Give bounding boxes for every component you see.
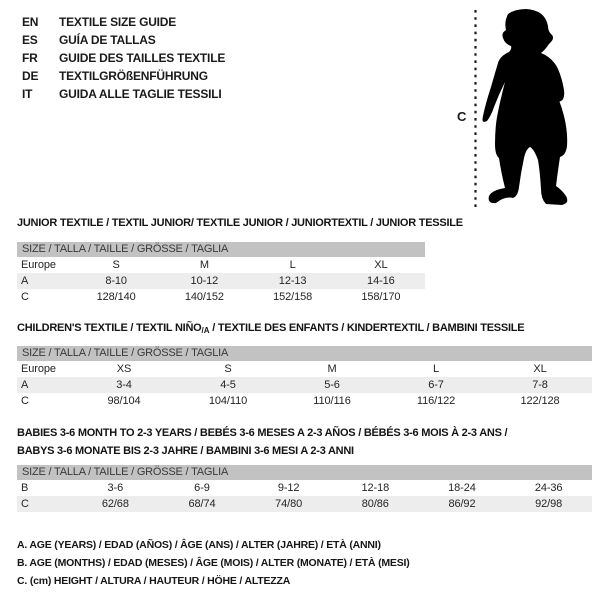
babies-size-table <box>17 465 592 512</box>
table-cell: L <box>432 363 440 375</box>
table-cell: 8-10 <box>105 275 127 287</box>
table-cell: 6-9 <box>194 482 210 494</box>
table-cell: 110/116 <box>313 395 351 407</box>
list-item <box>22 31 225 49</box>
size-header-bar: SIZE / TALLA / TAILLE / GRÖSSE / TAGLIA <box>17 465 592 480</box>
table-cell: 3-6 <box>107 482 124 494</box>
row-label: Europe <box>21 259 56 271</box>
table-cell: 62/68 <box>101 498 129 510</box>
language-code: ES <box>22 33 38 47</box>
language-code: IT <box>22 87 33 101</box>
guide-title: GUIDA ALLE TAGLIE TESSILI <box>59 87 222 101</box>
guide-title: GUIDE DES TAILLES TEXTILE <box>59 51 226 65</box>
table-row <box>17 361 592 377</box>
row-label: A <box>21 379 29 391</box>
row-label: C <box>21 395 29 407</box>
table-cell: L <box>289 259 296 271</box>
table-row <box>17 377 592 393</box>
table-cell: XL <box>533 363 547 375</box>
row-label: C <box>21 498 29 510</box>
list-item <box>22 67 225 85</box>
babies-heading-line2: BABYS 3-6 MONATE BIS 2-3 JAHRE / BAMBINI 3-6 MESI A 2-3 ANNI <box>17 445 354 457</box>
table-cell: 6-7 <box>428 379 444 391</box>
table-cell: 98/104 <box>107 395 141 407</box>
row-label: B <box>21 482 29 494</box>
table-cell: 10-12 <box>190 275 219 287</box>
footnote-a: A. AGE (YEARS) / EDAD (AÑOS) / ÂGE (ANS) / ALTER (JAHRE) / ETÀ (ANNI) <box>17 539 381 551</box>
guide-title: TEXTILGRÖßENFÜHRUNG <box>59 69 208 83</box>
language-code: DE <box>22 69 39 83</box>
table-cell: 24-36 <box>534 482 563 494</box>
children-size-table <box>17 346 592 409</box>
footnote-b: B. AGE (MONTHS) / EDAD (MESES) / ÂGE (MOIS) / ALTER (MONATE) / ETÀ (MESI) <box>17 557 410 569</box>
language-title-list <box>22 13 225 103</box>
table-cell: 18-24 <box>448 482 476 494</box>
table-cell: M <box>327 363 337 375</box>
table-cell: S <box>224 363 232 375</box>
table-cell: 74/80 <box>275 498 303 510</box>
table-row <box>17 257 425 273</box>
baby-height-figure <box>450 0 595 220</box>
table-cell: 9-12 <box>277 482 300 494</box>
table-cell: 12-18 <box>361 482 390 494</box>
table-cell: 86/92 <box>448 498 476 510</box>
children-heading-subscript: /A <box>201 326 210 335</box>
table-cell: 4-5 <box>220 379 236 391</box>
table-row <box>17 393 592 409</box>
footnote-c: C. (cm) HEIGHT / ALTURA / HAUTEUR / HÖHE / ALTEZZA <box>17 575 291 587</box>
table-cell: 3-4 <box>116 379 132 391</box>
size-header-bar: SIZE / TALLA / TAILLE / GRÖSSE / TAGLIA <box>17 242 425 257</box>
guide-title: GUÍA DE TALLAS <box>59 33 156 47</box>
table-cell: 158/170 <box>361 291 401 303</box>
children-heading-text: CHILDREN'S TEXTILE / TEXTIL NIÑO <box>17 322 202 334</box>
row-label: C <box>21 291 29 303</box>
height-measure-label: C <box>457 109 467 124</box>
table-cell: XL <box>374 259 388 271</box>
table-cell: 7-8 <box>532 379 548 391</box>
row-label: Europe <box>21 363 56 375</box>
table-cell: 152/158 <box>273 291 313 303</box>
babies-section-heading <box>17 424 507 460</box>
baby-silhouette-icon <box>483 9 568 205</box>
table-cell: 104/110 <box>208 395 248 407</box>
table-row <box>17 480 592 496</box>
table-cell: 122/128 <box>520 395 560 407</box>
table-cell: 5-6 <box>324 379 340 391</box>
babies-heading-line1: BABIES 3-6 MONTH TO 2-3 YEARS / BEBÉS 3-6 MESES A 2-3 AÑOS / BÉBÉS 3-6 MOIS À 2-3 ANS / <box>17 427 508 439</box>
size-header-bar: SIZE / TALLA / TAILLE / GRÖSSE / TAGLIA <box>17 346 592 361</box>
table-cell: 128/140 <box>96 291 136 303</box>
language-code: FR <box>22 51 38 65</box>
table-cell: M <box>199 259 209 271</box>
children-section-heading <box>17 322 524 337</box>
table-cell: XS <box>116 363 132 375</box>
language-code: EN <box>22 15 39 29</box>
table-cell: 12-13 <box>278 275 307 287</box>
list-item <box>22 85 225 103</box>
table-row <box>17 289 425 305</box>
table-cell: S <box>112 259 120 271</box>
table-row <box>17 496 592 512</box>
table-cell: 92/98 <box>535 498 563 510</box>
list-item <box>22 49 225 67</box>
row-label: A <box>21 275 29 287</box>
table-cell: 14-16 <box>367 275 395 287</box>
legend-footnotes <box>17 536 410 590</box>
list-item <box>22 13 225 31</box>
table-cell: 80/86 <box>361 498 389 510</box>
table-cell: 68/74 <box>188 498 216 510</box>
table-row <box>17 273 425 289</box>
table-cell: 116/122 <box>416 395 456 407</box>
table-cell: 140/152 <box>184 291 224 303</box>
children-heading-text: / TEXTILE DES ENFANTS / KINDERTEXTIL / BAMBINI TESSILE <box>209 322 525 334</box>
guide-title: TEXTILE SIZE GUIDE <box>59 15 177 29</box>
junior-size-table <box>17 242 425 305</box>
junior-section-heading: JUNIOR TEXTILE / TEXTIL JUNIOR/ TEXTILE JUNIOR / JUNIORTEXTIL / JUNIOR TESSILE <box>17 217 463 229</box>
